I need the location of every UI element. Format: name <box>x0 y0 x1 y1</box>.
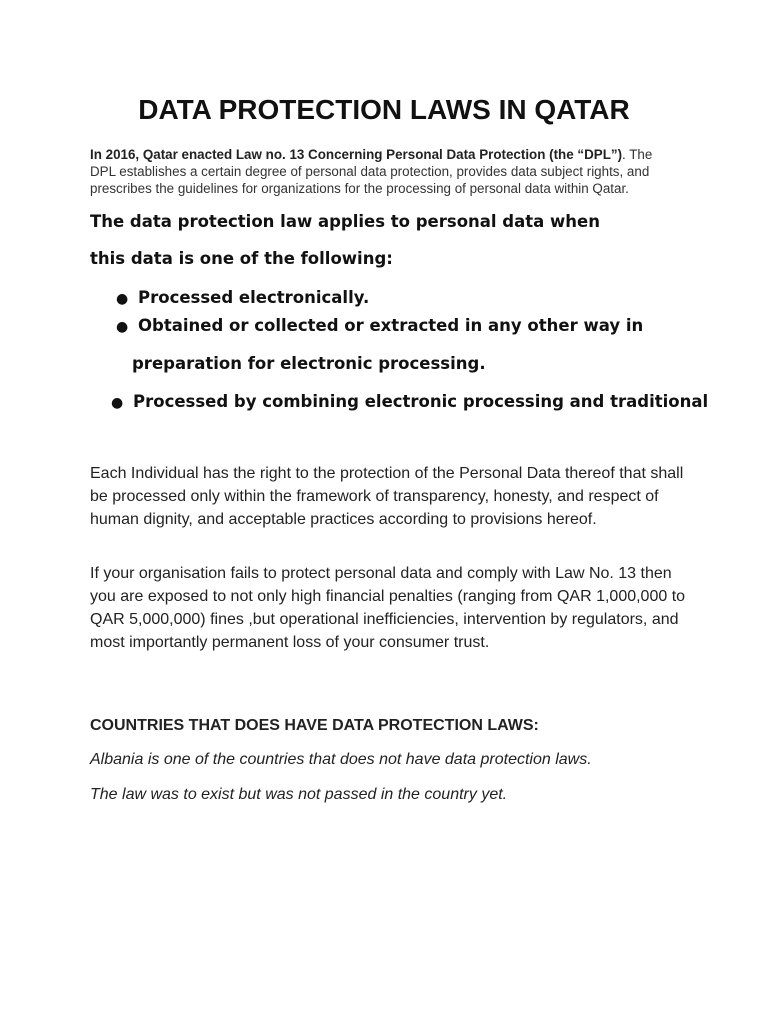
bullet-dot-icon: ● <box>116 291 129 307</box>
bullet-dot-icon: ● <box>116 319 129 335</box>
countries-heading: COUNTRIES THAT DOES HAVE DATA PROTECTION LAWS: <box>90 717 539 734</box>
intro-bold-text: In 2016, Qatar enacted Law no. 13 Concerning Personal Data Protection (the “DPL”) <box>90 147 623 162</box>
bullet-item-3 <box>111 392 708 411</box>
bullet-text-3: Processed by combining electronic processing and traditional <box>133 392 709 411</box>
lead-line-2: this data is one of the following: <box>90 249 393 268</box>
bullet-item-2 <box>116 316 643 335</box>
law-status-note: The law was to exist but was not passed in the country yet. <box>90 786 508 803</box>
rights-paragraph: Each Individual has the right to the protection of the Personal Data thereof that shall be processed only within the framework of transparency, honesty, and respect of human dignity, and acceptable practices according to provisions hereof. <box>90 465 684 528</box>
bullet-text-1: Processed electronically. <box>138 288 370 307</box>
penalties-paragraph: If your organisation fails to protect personal data and comply with Law No. 13 then you are exposed to not only high financial penalties (ranging from QAR 1,000,000 to QAR 5,000,000) fines ,but operational inefficiencies, intervention by regulators, and most importantly permanent loss of your consumer trust. <box>90 565 686 651</box>
intro-paragraph <box>90 146 680 197</box>
intro-rest-text: . The DPL establishes a certain degree of personal data protection, provides data subject rights, and prescribes the guidelines for organizations for the processing of personal data within Qatar. <box>90 147 653 196</box>
lead-line-1: The data protection law applies to personal data when <box>90 212 600 231</box>
albania-note: Albania is one of the countries that does not have data protection laws. <box>90 751 592 768</box>
bullet-dot-icon: ● <box>111 395 124 411</box>
bullet-continuation: preparation for electronic processing. <box>132 354 486 373</box>
bullet-item-1 <box>116 288 369 307</box>
page-title: DATA PROTECTION LAWS IN QATAR <box>138 94 630 125</box>
bullet-text-2: Obtained or collected or extracted in any other way in <box>138 316 644 335</box>
